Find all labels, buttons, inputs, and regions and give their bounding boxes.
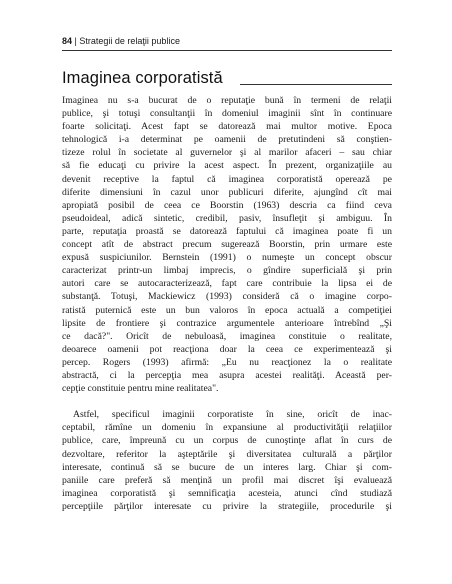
section-title: Imaginea corporatistă bbox=[62, 69, 223, 87]
page-number: 84 bbox=[62, 36, 73, 46]
text-line: caracterizat printr-un limbaj imprecis, o gîndire superficială şi prin bbox=[62, 265, 392, 277]
text-line: percepţiile părţilor interesate cu privire la strategiile, procedurile şi bbox=[62, 500, 392, 512]
text-line: parte, reputaţia proastă se datorează faptului că imaginea poate fi un bbox=[62, 225, 392, 237]
paragraph-gap bbox=[62, 395, 392, 408]
paragraph-2 bbox=[62, 408, 392, 513]
running-head-separator: | bbox=[74, 36, 77, 46]
text-line: lipsite de frontiere şi contrazice argumentele anterioare întrebînd „Şi bbox=[62, 317, 392, 329]
text-line: ceptabil, rămîne un domeniu în expansiune al productivităţii relaţiilor bbox=[62, 422, 392, 434]
text-line: tehnologică i-a determinat pe oamenii de pretutindeni să conştien- bbox=[62, 134, 392, 146]
text-line: publice, care, împreună cu un corpus de cunoştinţe aflat în curs de bbox=[62, 435, 392, 447]
section-title-rule bbox=[240, 84, 392, 85]
text-line: Imaginea nu s-a bucurat de o reputaţie bună în termeni de relaţii bbox=[62, 95, 392, 106]
text-line: să fie educaţi cu privire la acest aspect. În prezent, organizaţiile au bbox=[62, 160, 392, 172]
text-line: percep. Rogers (1993) afirmă: „Eu nu reacţionez la o realitate bbox=[62, 356, 392, 368]
text-line: expusă suspiciunilor. Bernstein (1991) o numeşte un concept obscur bbox=[62, 252, 392, 264]
text-line: abstractă, ci la percepţia mea asupra acestei realităţi. Această per- bbox=[62, 369, 392, 381]
body-text bbox=[62, 94, 392, 513]
paragraph-1 bbox=[62, 94, 392, 395]
text-line: ratistă puternică este un bun valoros în epoca actuală a competiţiei bbox=[62, 304, 392, 316]
text-line: dezvoltare, referitor la aşteptările şi diversitatea culturală a părţilor bbox=[62, 448, 392, 460]
text-line: publice, şi totuşi consultanţii în domeniul imaginii sînt în continuare bbox=[62, 108, 392, 120]
text-line: autori care se autocaracterizează, fapt care contribuie la lipsa ei de bbox=[62, 278, 392, 290]
text-line: deoarece oamenii pot reacţiona doar la ceea ce experimentează şi bbox=[62, 343, 392, 355]
text-line: paniile care preferă să menţină un profil mai discret îşi evaluează bbox=[62, 474, 392, 486]
running-head bbox=[62, 36, 392, 47]
text-line: pseudoideal, adică sintetic, credibil, pasiv, însufleţit şi ambiguu. În bbox=[62, 212, 392, 224]
header-rule bbox=[62, 50, 392, 51]
text-line: substanţă. Totuşi, Mackiewicz (1993) consideră că o imagine corpo- bbox=[62, 291, 392, 303]
text-line: apropiată posibil de ceea ce Boorstin (1963) descria ca fiind ceva bbox=[62, 199, 392, 211]
book-title: Strategii de relaţii publice bbox=[79, 36, 180, 46]
text-line: foarte solicitaţi. Acest fapt se datorează mai multor motive. Epoca bbox=[62, 121, 392, 133]
text-line: diferite dimensiuni în cazul unor publicuri diferite, ajungînd cît mai bbox=[62, 186, 392, 198]
text-line: Astfel, specificul imaginii corporatiste în sine, oricît de inac- bbox=[73, 409, 392, 421]
text-line: interesate, continuă să se bucure de un interes larg. Chiar şi com- bbox=[62, 461, 392, 473]
text-line: devenit receptive la faptul că imaginea corporatistă operează pe bbox=[62, 173, 392, 185]
text-line: cepţie constituie pentru mine realitatea". bbox=[62, 383, 219, 395]
text-line: imaginea corporatistă şi semnificaţia acesteia, atunci cînd studiază bbox=[62, 487, 392, 499]
text-line: tizeze rolul în societate al guvernelor şi al marilor afaceri – sau chiar bbox=[62, 147, 392, 159]
text-line: concept atît de abstract precum sugerează Boorstin, prin urmare este bbox=[62, 239, 392, 251]
text-line: ce dacă?". Oricît de nebuloasă, imaginea constituie o realitate, bbox=[62, 330, 392, 342]
